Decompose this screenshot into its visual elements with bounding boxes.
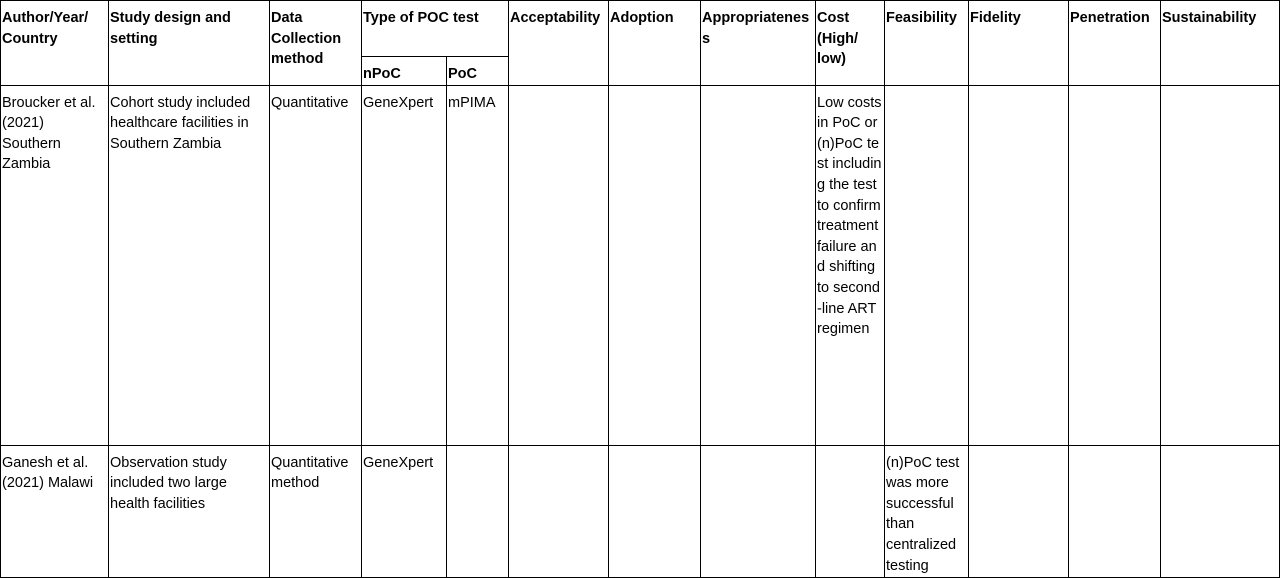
cell-poc: mPIMA <box>447 85 509 445</box>
cell-sustainability <box>1161 85 1280 445</box>
header-adoption: Adoption <box>609 1 701 86</box>
cell-cost <box>816 445 885 577</box>
cell-study-design: Observation study included two large health facilities <box>109 445 270 577</box>
header-study-design: Study design and setting <box>109 1 270 86</box>
header-author: Author/Year/ Country <box>1 1 109 86</box>
header-sustainability: Sustainability <box>1161 1 1280 86</box>
cell-acceptability <box>509 85 609 445</box>
cell-data-collection-method: Quantitative <box>270 85 362 445</box>
cell-feasibility <box>885 85 969 445</box>
cell-penetration <box>1069 85 1161 445</box>
header-acceptability: Acceptability <box>509 1 609 86</box>
cell-poc <box>447 445 509 577</box>
cell-feasibility: (n)PoC test was more successful than centralized testing <box>885 445 969 577</box>
header-data-collection-method: Data Collection method <box>270 1 362 86</box>
cell-npoc: GeneXpert <box>362 445 447 577</box>
header-cost: Cost (High/ low) <box>816 1 885 86</box>
header-poc: PoC <box>447 57 509 86</box>
cell-author: Broucker et al. (2021) Southern Zambia <box>1 85 109 445</box>
cell-sustainability <box>1161 445 1280 577</box>
header-fidelity: Fidelity <box>969 1 1069 86</box>
cell-fidelity <box>969 445 1069 577</box>
cell-penetration <box>1069 445 1161 577</box>
header-penetration: Penetration <box>1069 1 1161 86</box>
cell-author: Ganesh et al. (2021) Malawi <box>1 445 109 577</box>
cell-fidelity <box>969 85 1069 445</box>
header-row <box>1 1 1280 57</box>
header-npoc: nPoC <box>362 57 447 86</box>
cell-npoc: GeneXpert <box>362 85 447 445</box>
table-row <box>1 445 1280 577</box>
header-feasibility: Feasibility <box>885 1 969 86</box>
cell-cost: Low costs in PoC or (n)PoC test including the test to confirm treatment failure and shifting to second-line ART regimen <box>816 85 885 445</box>
header-poc-test-type: Type of POC test <box>362 1 509 57</box>
cell-adoption <box>609 85 701 445</box>
header-appropriateness: Appropriatenes s <box>701 1 816 86</box>
cell-acceptability <box>509 445 609 577</box>
cell-adoption <box>609 445 701 577</box>
cell-data-collection-method: Quantitative method <box>270 445 362 577</box>
cell-appropriateness <box>701 85 816 445</box>
cell-appropriateness <box>701 445 816 577</box>
cell-study-design: Cohort study included healthcare facilities in Southern Zambia <box>109 85 270 445</box>
table-row <box>1 85 1280 445</box>
